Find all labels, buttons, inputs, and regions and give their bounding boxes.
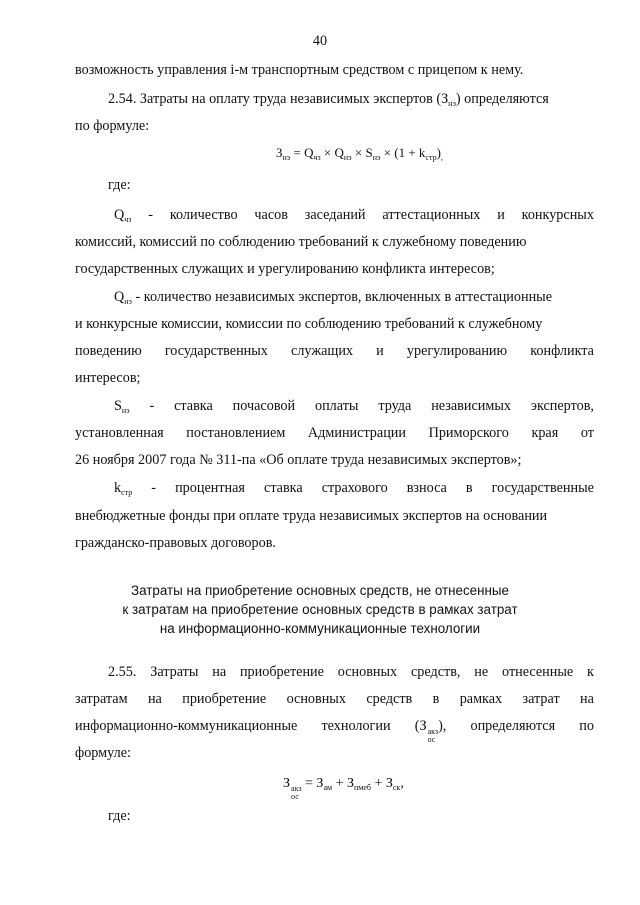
word: - [151, 480, 157, 496]
word: информационно-коммуникационные [75, 718, 298, 734]
definition-s-ne-line-3: 26 ноября 2007 года № 311-па «Об оплате труда независимых экспертов»; [75, 452, 522, 468]
subscript: нэ [448, 99, 456, 108]
word: на [580, 691, 594, 707]
definition-q-ne-line-3 [75, 343, 594, 360]
word: средств [366, 691, 413, 707]
formula-symbol: ) [436, 145, 441, 160]
formula-operator: + [370, 776, 386, 791]
formula-subscript: ам [323, 783, 333, 792]
text-segment: - количество независимых экспертов, включенных в аттестационные [131, 289, 552, 305]
formula-subscript: чз [313, 153, 321, 162]
word: не [474, 664, 489, 680]
word: Затраты [150, 664, 199, 680]
word: на [212, 664, 227, 680]
formula-subscript: нэ [343, 153, 352, 162]
definition-subscript: нэ [124, 297, 132, 306]
definition-k-str-line-2: внебюджетные фонды при оплате труда независимых экспертов на основании [75, 508, 548, 524]
definition-q-ne-line-2: и конкурсные комиссии, комиссии по соблюдению требований к служебному [75, 316, 543, 332]
definition-symbol: $S_{нэ}$ [114, 398, 130, 415]
word: рамках [459, 691, 503, 707]
definition-q-chz-line-2: комиссий, комиссий по соблюдению требований к служебному поведению [75, 234, 527, 250]
formula-symbol: З [385, 776, 393, 791]
word: экспертов, [530, 398, 594, 414]
paragraph-2-55-line-1 [108, 664, 594, 681]
word: основных [286, 691, 346, 707]
word: установленная [75, 425, 164, 441]
word: приобретение [182, 691, 267, 707]
word: по [579, 718, 594, 734]
word: и [497, 207, 505, 223]
word: ставка [264, 480, 303, 496]
word: труда [378, 398, 412, 414]
word: края [531, 425, 559, 441]
paragraph-2-55-line-2 [75, 691, 594, 708]
word: государственных [164, 343, 268, 359]
definition-q-ne-line-4: интересов; [75, 370, 141, 386]
section-heading-line-3: на информационно-коммуникационные технологии [159, 621, 481, 636]
section-heading-line-2: к затратам на приобретение основных средств в рамках затрат [122, 602, 518, 617]
word: количество [169, 207, 238, 223]
word: конкурсных [521, 207, 594, 223]
paragraph-2-54-line-2: по формуле: [75, 118, 150, 134]
formula-symbol: S [365, 145, 373, 160]
formula-symbol: З [283, 776, 291, 791]
word: взноса [406, 480, 447, 496]
word: от [580, 425, 594, 441]
definition-s-ne-line-2 [75, 425, 594, 442]
formula-2-54 [276, 145, 443, 161]
word: технологии [321, 718, 391, 734]
word: Администрации [307, 425, 406, 441]
word: - [148, 207, 153, 223]
word: Приморского [428, 425, 509, 441]
word: процентная [175, 480, 245, 496]
symbol-group: (З акз ос ), [414, 718, 447, 744]
definition-symbol: Q [114, 289, 125, 305]
word: часов [254, 207, 288, 223]
formula-comma: , [440, 153, 443, 162]
text-segment: ) определяются [455, 91, 549, 107]
where-label: где: [108, 177, 131, 193]
word: 2.55. [108, 664, 137, 680]
formula-subscript: пмеб [353, 783, 371, 792]
word: и [376, 343, 384, 359]
word: оплаты [315, 398, 359, 414]
section-heading-line-1: Затраты на приобретение основных средств, не отнесенные [131, 583, 509, 598]
formula-comma: , [400, 776, 404, 791]
formula-operator: = [290, 145, 305, 160]
word: - [149, 398, 155, 414]
formula-symbol: Q [304, 145, 314, 160]
formula-operator: = [301, 776, 317, 791]
formula-symbol: З [316, 776, 324, 791]
formula-symbol: Q [334, 145, 344, 160]
word: определяются [470, 718, 556, 734]
word: ставка [174, 398, 213, 414]
word: средств, [410, 664, 461, 680]
formula-symbol: З [346, 776, 354, 791]
definition-symbol: $Q_{чз}$ [114, 207, 132, 224]
word: постановлением [186, 425, 286, 441]
formula-2-55: З акз ос = $З_{ам} + З_{пмеб} + З_{ск}$, [283, 776, 404, 801]
definition-q-chz-line-3: государственных служащих и урегулированию конфликта интересов; [75, 261, 495, 277]
definition-q-chz-line-1 [114, 207, 594, 224]
where-label-2: где: [108, 808, 131, 824]
word: государственные [491, 480, 594, 496]
word: на [147, 691, 162, 707]
formula-subscript: ск [392, 783, 401, 792]
formula-subscript: стр [425, 153, 437, 162]
definition-q-ne-line-1 [114, 289, 552, 306]
word: в [465, 480, 473, 496]
paragraph-intro: возможность управления i-м транспортным средством с прицепом к нему. [75, 62, 524, 78]
formula-symbol: (1 + k [394, 145, 426, 160]
word: в [432, 691, 440, 707]
word: затрат [522, 691, 560, 707]
word: независимых [431, 398, 511, 414]
text-segment: 2.54. Затраты на оплату труда независимых экспертов ( [108, 91, 442, 107]
word: аттестационных [382, 207, 481, 223]
paragraph-2-55-line-3 [75, 718, 594, 744]
definition-symbol: $k_{стр}$ [114, 480, 133, 497]
formula-operator: × [351, 145, 366, 160]
word: конфликта [530, 343, 594, 359]
symbol: З [441, 91, 449, 107]
word: затратам [75, 691, 128, 707]
word: заседаний [304, 207, 366, 223]
formula-subscript: нэ [372, 153, 381, 162]
word: отнесенные [502, 664, 574, 680]
definition-k-str-line-1 [114, 480, 594, 497]
definition-s-ne-line-1 [114, 398, 594, 415]
formula-subscript: нэ [282, 153, 291, 162]
word: страхового [321, 480, 388, 496]
word: почасовой [232, 398, 296, 414]
word: приобретение [239, 664, 324, 680]
formula-symbol: З [276, 145, 283, 160]
word: урегулированию [406, 343, 508, 359]
paragraph-2-54-line-1 [108, 91, 549, 108]
paragraph-2-55-line-4: формуле: [75, 745, 131, 761]
formula-operator: × [320, 145, 335, 160]
page-number: 40 [312, 33, 328, 49]
word: поведению [75, 343, 142, 359]
word: основных [337, 664, 398, 680]
word: служащих [291, 343, 354, 359]
formula-operator: + [332, 776, 347, 791]
definition-k-str-line-3: гражданско-правовых договоров. [75, 535, 276, 551]
formula-operator: × [380, 145, 395, 160]
word: к [587, 664, 594, 680]
